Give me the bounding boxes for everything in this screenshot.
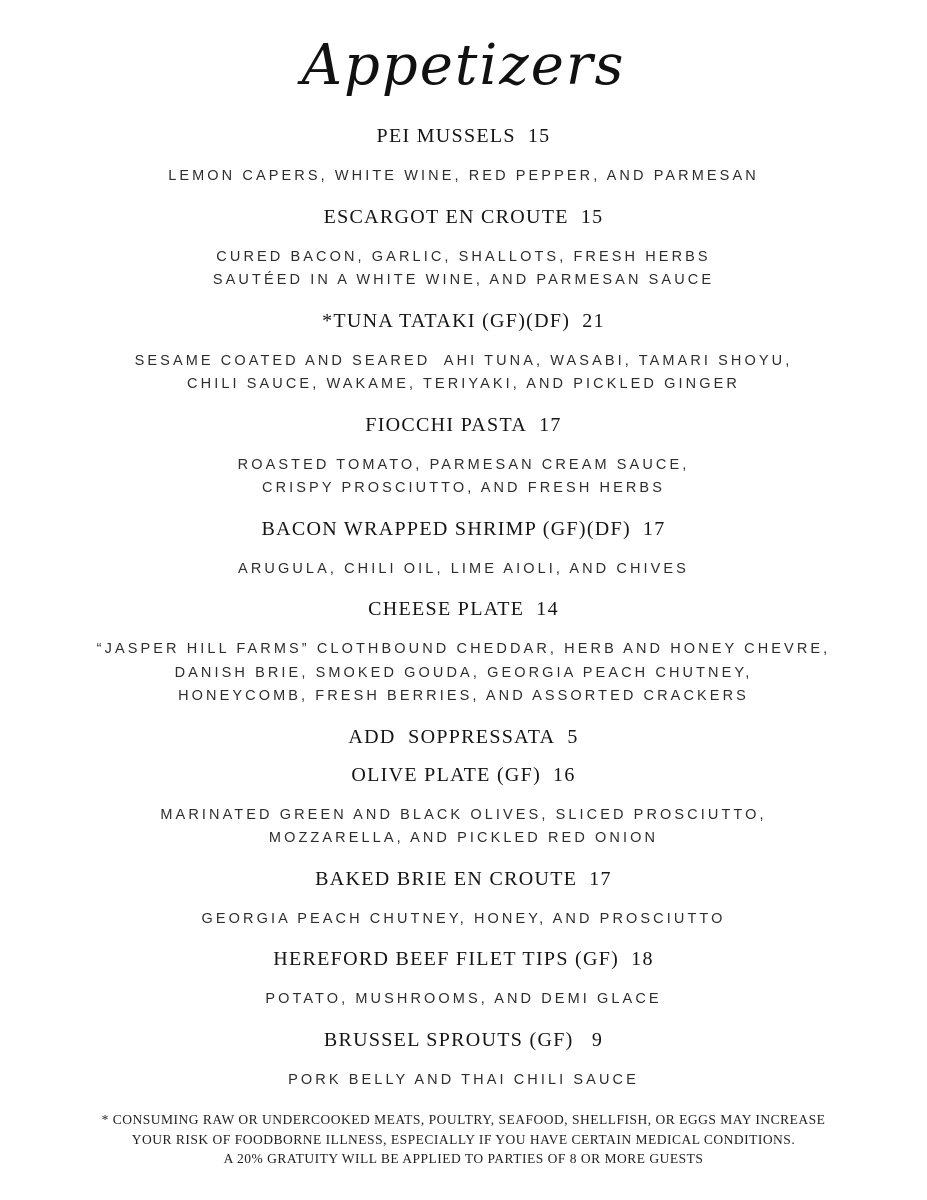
item-title: HEREFORD BEEF FILET TIPS (GF) — [273, 948, 620, 970]
item-name — [34, 207, 894, 227]
item-price: 15 — [580, 205, 604, 228]
item-description — [34, 454, 894, 501]
menu-item-list — [34, 126, 894, 1092]
description-line: MARINATED GREEN AND BLACK OLIVES, SLICED PROSCIUTTO, — [160, 806, 767, 823]
description-line: CRISPY PROSCIUTTO, AND FRESH HERBS — [262, 480, 665, 496]
description-line: LEMON CAPERS, WHITE WINE, RED PEPPER, AND PARMESAN — [168, 168, 759, 184]
item-price: 5 — [567, 725, 579, 748]
item-name — [34, 1030, 894, 1050]
item-title: BAKED BRIE EN CROUTE — [315, 867, 578, 890]
item-title: ADD SOPPRESSATA — [348, 725, 556, 748]
item-name — [34, 126, 894, 146]
menu-item-brussel-sprouts — [34, 1030, 894, 1093]
item-price: 16 — [553, 763, 576, 786]
item-name — [34, 311, 894, 331]
item-title: BRUSSEL SPROUTS (GF) — [323, 1028, 580, 1051]
item-name — [34, 869, 894, 889]
item-description — [34, 988, 894, 1012]
item-title: OLIVE PLATE (GF) — [351, 763, 542, 786]
menu-item-bacon-wrapped-shrimp — [34, 519, 894, 582]
menu-item-hereford-beef-filet-tips — [34, 949, 894, 1012]
description-line: PORK BELLY AND THAI CHILI SAUCE — [288, 1071, 639, 1088]
disclaimer-line: YOUR RISK OF FOODBORNE ILLNESS, ESPECIALLY IF YOU HAVE CERTAIN MEDICAL CONDITIONS. — [131, 1131, 796, 1147]
menu-item-tuna-tataki — [34, 311, 894, 397]
menu-item-olive-plate — [34, 765, 894, 851]
menu-item-cheese-plate — [34, 599, 894, 709]
item-description — [34, 638, 894, 709]
item-price: 17 — [642, 517, 666, 540]
item-price: 21 — [582, 309, 605, 332]
item-name — [34, 727, 894, 747]
item-title: FIOCCHI PASTA — [365, 413, 528, 436]
item-price: 18 — [631, 948, 654, 970]
menu-section-title: Appetizers — [301, 33, 626, 98]
menu-item-add-soppressata — [34, 727, 894, 747]
item-name — [34, 765, 894, 785]
item-name — [34, 415, 894, 435]
description-line: ROASTED TOMATO, PARMESAN CREAM SAUCE, — [237, 456, 690, 473]
description-line: DANISH BRIE, SMOKED GOUDA, GEORGIA PEACH CHUTNEY, — [174, 664, 753, 681]
item-name — [34, 949, 894, 969]
item-description — [34, 804, 894, 851]
item-title: PEI MUSSELS — [376, 125, 516, 147]
menu-item-fiocchi-pasta — [34, 415, 894, 501]
disclaimer-footer — [0, 1110, 927, 1169]
menu-item-pei-mussels — [34, 126, 894, 189]
item-name — [34, 519, 894, 539]
description-line: SAUTÉED IN A WHITE WINE, AND PARMESAN SAUCE — [212, 272, 715, 288]
item-price: 9 — [591, 1028, 604, 1051]
description-line: CURED BACON, GARLIC, SHALLOTS, FRESH HERBS — [216, 248, 711, 265]
item-description — [34, 165, 894, 189]
disclaimer-line: A 20% GRATUITY WILL BE APPLIED TO PARTIES OF 8 OR MORE GUESTS — [223, 1151, 704, 1166]
description-line: ARUGULA, CHILI OIL, LIME AIOLI, AND CHIVES — [238, 560, 689, 577]
item-description — [34, 350, 894, 397]
item-description — [34, 558, 894, 582]
item-price: 17 — [539, 413, 562, 436]
disclaimer-line: * CONSUMING RAW OR UNDERCOOKED MEATS, POULTRY, SEAFOOD, SHELLFISH, OR EGGS MAY INCREASE — [101, 1112, 826, 1127]
item-title: *TUNA TATAKI (GF)(DF) — [322, 309, 571, 332]
item-title: ESCARGOT EN CROUTE — [323, 205, 569, 228]
description-line: GEORGIA PEACH CHUTNEY, HONEY, AND PROSCIUTTO — [201, 910, 726, 927]
item-price: 15 — [527, 125, 551, 147]
description-line: POTATO, MUSHROOMS, AND DEMI GLACE — [265, 991, 662, 1007]
item-price: 17 — [589, 867, 612, 890]
menu-item-baked-brie — [34, 869, 894, 932]
menu-item-escargot — [34, 207, 894, 293]
item-name — [34, 599, 894, 619]
description-line: “JASPER HILL FARMS” CLOTHBOUND CHEDDAR, HERB AND HONEY CHEVRE, — [96, 641, 831, 657]
description-line: SESAME COATED AND SEARED AHI TUNA, WASABI, TAMARI SHOYU, — [134, 352, 793, 369]
item-title: BACON WRAPPED SHRIMP (GF)(DF) — [261, 517, 631, 540]
item-description — [34, 1069, 894, 1093]
item-description — [34, 908, 894, 932]
description-line: MOZZARELLA, AND PICKLED RED ONION — [268, 830, 659, 846]
item-title: CHEESE PLATE — [368, 598, 525, 620]
item-price: 14 — [536, 598, 559, 620]
description-line: HONEYCOMB, FRESH BERRIES, AND ASSORTED CRACKERS — [178, 688, 749, 704]
item-description — [34, 246, 894, 293]
description-line: CHILI SAUCE, WAKAME, TERIYAKI, AND PICKLED GINGER — [187, 376, 740, 392]
